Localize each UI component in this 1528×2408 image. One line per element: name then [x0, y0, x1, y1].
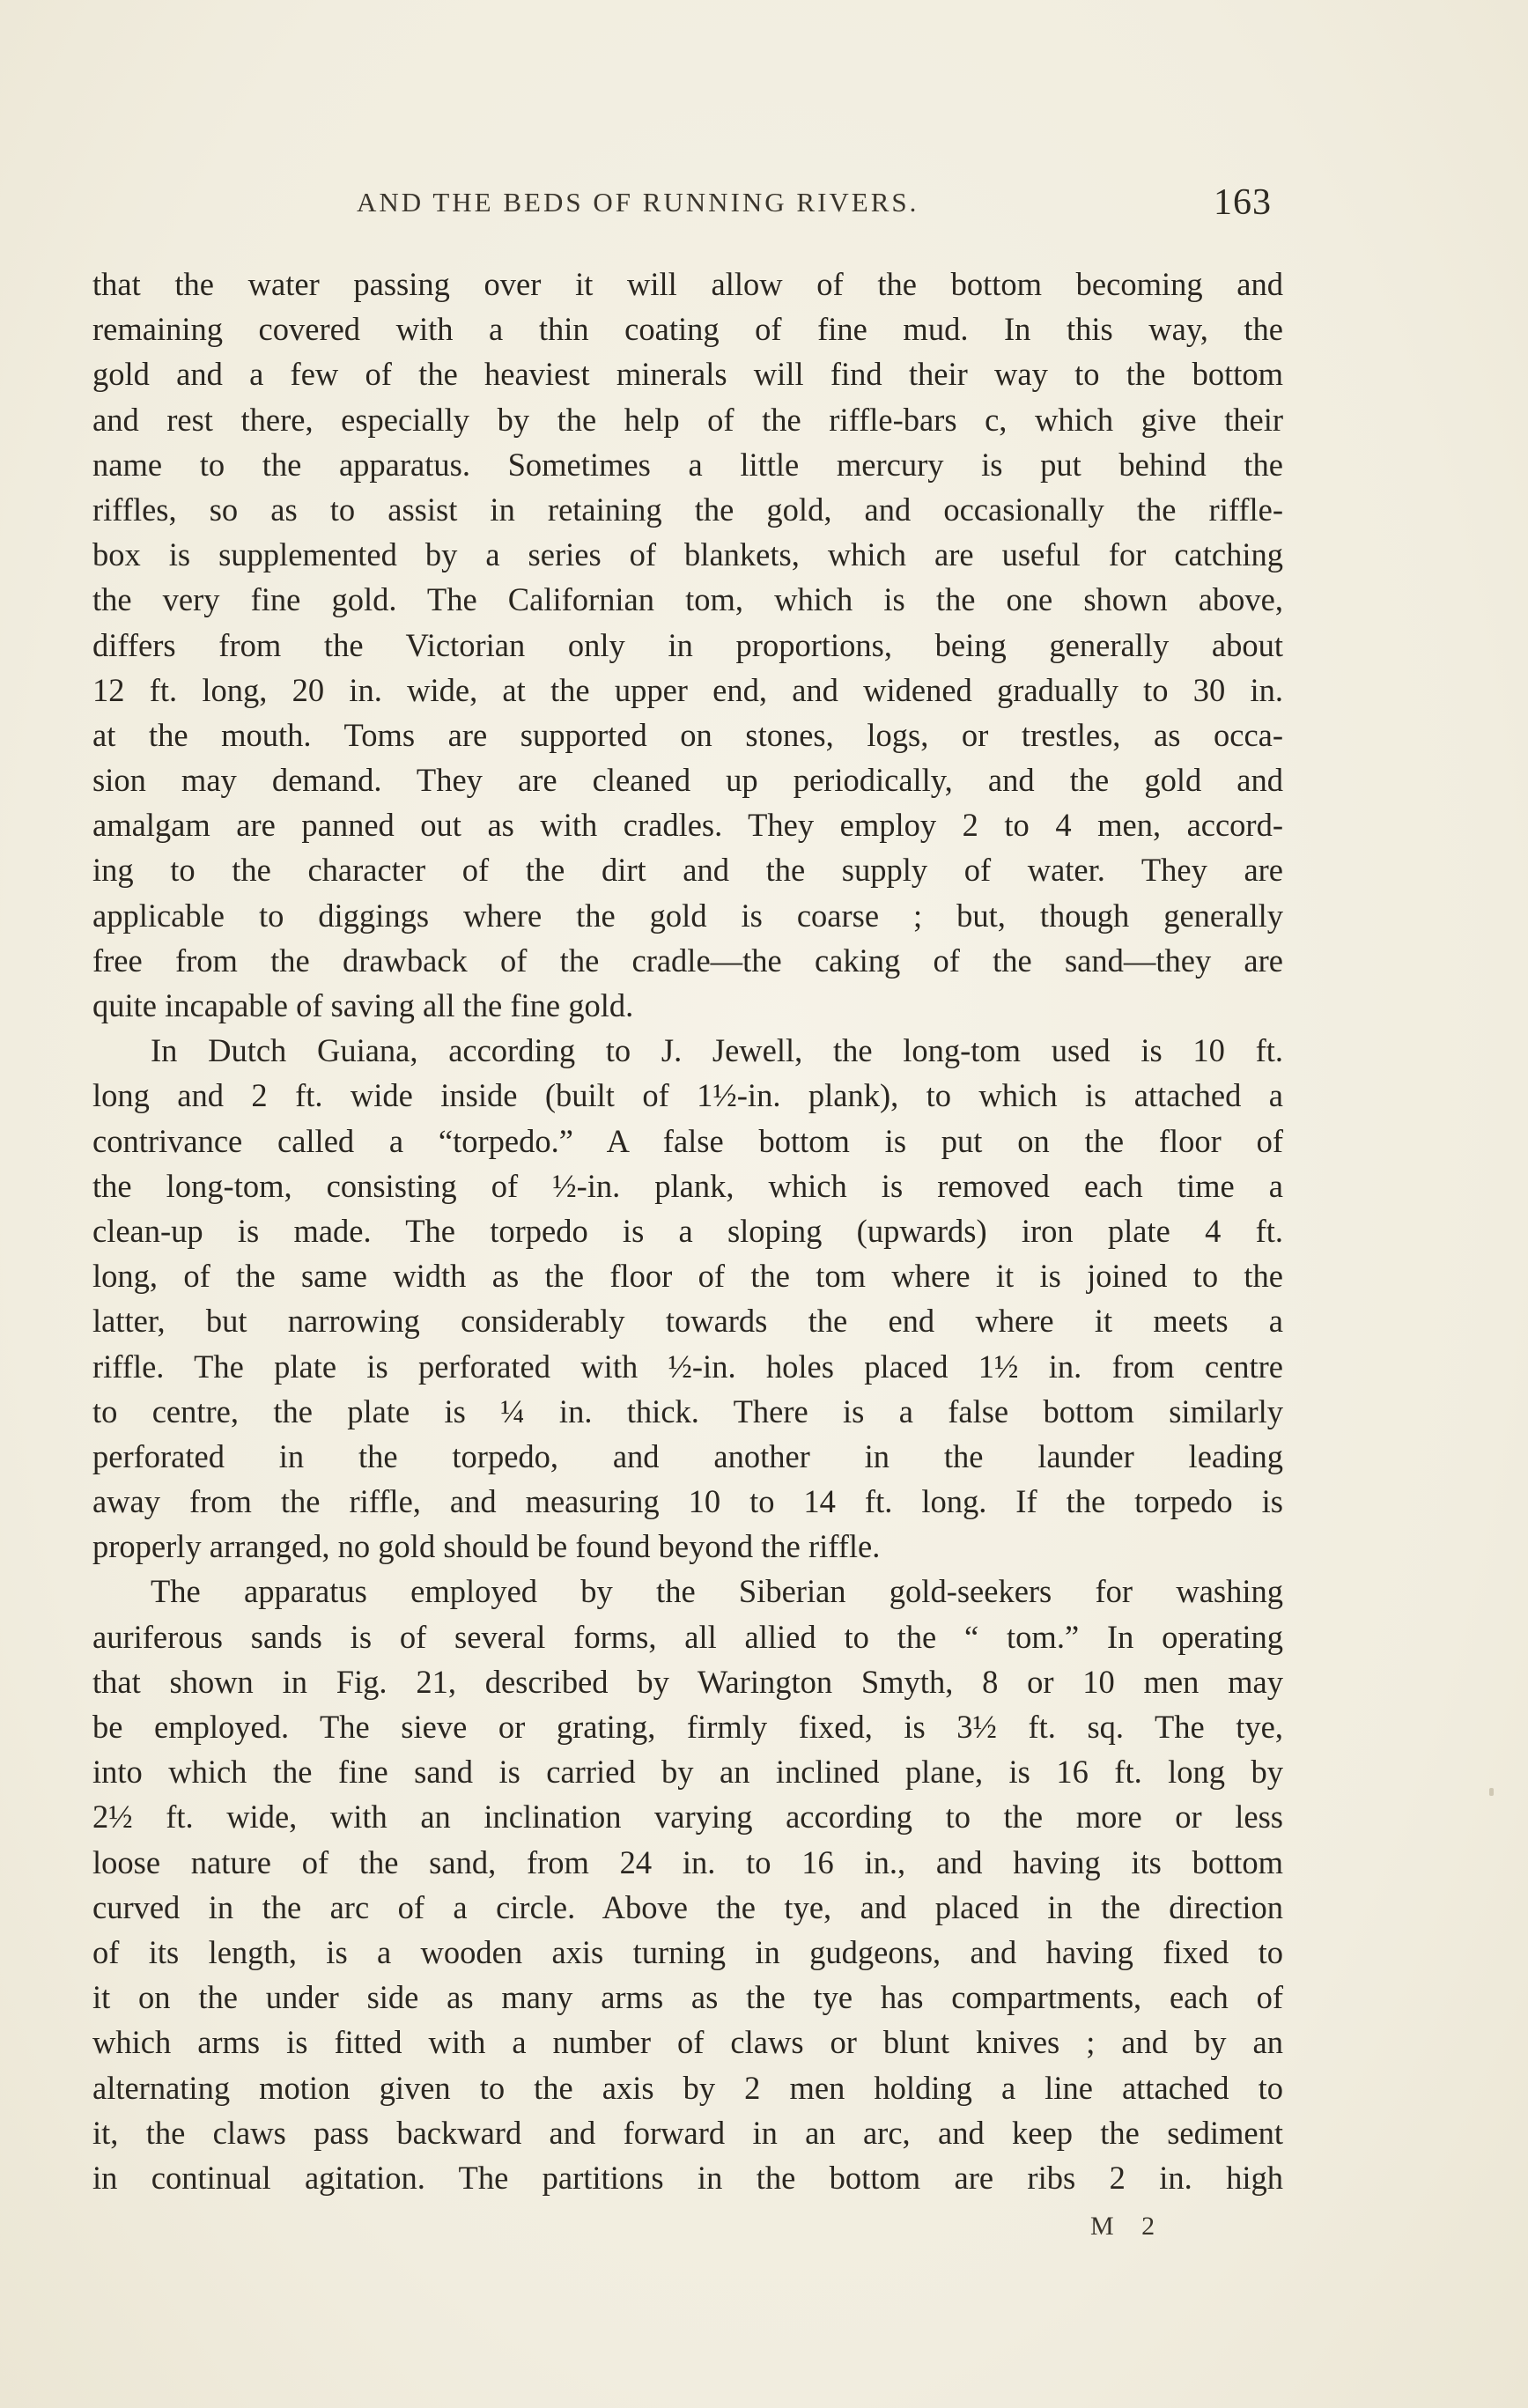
text-line: sion may demand. They are cleaned up periodically, and the gold and	[92, 762, 1283, 799]
text-line: clean-up is made. The torpedo is a sloping (upwards) iron plate 4 ft.	[92, 1212, 1283, 1249]
text-line: be employed. The sieve or grating, firmly fixed, is 3½ ft. sq. The tye,	[92, 1709, 1283, 1745]
text-line: that the water passing over it will allow of the bottom becoming and	[92, 266, 1283, 302]
text-line: riffles, so as to assist in retaining the gold, and occasionally the riffle-	[92, 491, 1283, 528]
text-line: loose nature of the sand, from 24 in. to 16 in., and having its bottom	[92, 1843, 1283, 1880]
text-line: properly arranged, no gold should be found beyond the riffle.	[92, 1528, 881, 1565]
text-line: curved in the arc of a circle. Above the tye, and placed in the direction	[92, 1888, 1283, 1925]
text-line: to centre, the plate is ¼ in. thick. There is a false bottom similarly	[92, 1392, 1283, 1429]
text-line: applicable to diggings where the gold is coarse ; but, though generally	[92, 897, 1283, 934]
text-line: and rest there, especially by the help of the riffle-bars c, which give their	[92, 401, 1283, 438]
text-line: In Dutch Guiana, according to J. Jewell, the long-tom used is 10 ft.	[151, 1032, 1283, 1069]
page-number: 163	[1214, 182, 1272, 223]
signature-mark: M 2	[1090, 2212, 1166, 2241]
text-line: the long-tom, consisting of ½-in. plank, which is removed each time a	[92, 1167, 1283, 1204]
text-line: contrivance called a “torpedo.” A false bottom is put on the floor of	[92, 1122, 1283, 1159]
text-line: box is supplemented by a series of blankets, which are useful for catching	[92, 536, 1283, 573]
running-head: AND THE BEDS OF RUNNING RIVERS.	[357, 187, 919, 218]
text-line: of its length, is a wooden axis turning in gudgeons, and having fixed to	[92, 1933, 1283, 1970]
text-line: free from the drawback of the cradle—the caking of the sand—they are	[92, 942, 1283, 979]
text-line: away from the riffle, and measuring 10 to 14 ft. long. If the torpedo is	[92, 1483, 1283, 1520]
text-line: latter, but narrowing considerably towards the end where it meets a	[92, 1303, 1283, 1340]
text-line: that shown in Fig. 21, described by Warington Smyth, 8 or 10 men may	[92, 1663, 1283, 1700]
text-line: it, the claws pass backward and forward in an arc, and keep the sediment	[92, 2114, 1283, 2151]
text-line: which arms is fitted with a number of claws or blunt knives ; and by an	[92, 2024, 1283, 2061]
text-line: remaining covered with a thin coating of fine mud. In this way, the	[92, 311, 1283, 348]
text-line: the very fine gold. The Californian tom, which is the one shown above,	[92, 581, 1283, 618]
text-line: riffle. The plate is perforated with ½-in. holes placed 1½ in. from centre	[92, 1348, 1283, 1385]
text-line: perforated in the torpedo, and another in the launder leading	[92, 1437, 1283, 1474]
text-line: alternating motion given to the axis by 2 men holding a line attached to	[92, 2069, 1283, 2106]
text-line: in continual agitation. The partitions in the bottom are ribs 2 in. high	[92, 2159, 1283, 2196]
text-line: it on the under side as many arms as the tye has compartments, each of	[92, 1979, 1283, 2016]
text-line: amalgam are panned out as with cradles. They employ 2 to 4 men, accord-	[92, 807, 1283, 844]
text-line: auriferous sands is of several forms, all allied to the “ tom.” In operating	[92, 1618, 1283, 1655]
text-line: into which the fine sand is carried by an inclined plane, is 16 ft. long by	[92, 1754, 1283, 1791]
text-line: quite incapable of saving all the fine gold.	[92, 987, 634, 1023]
body-text	[92, 262, 1283, 2200]
text-line: The apparatus employed by the Siberian gold-seekers for washing	[151, 1573, 1283, 1610]
text-line: at the mouth. Toms are supported on stones, logs, or trestles, as occa-	[92, 716, 1283, 753]
text-line: long and 2 ft. wide inside (built of 1½-in. plank), to which is attached a	[92, 1077, 1283, 1114]
text-line: long, of the same width as the floor of the tom where it is joined to the	[92, 1258, 1283, 1295]
text-line: 2½ ft. wide, with an inclination varying according to the more or less	[92, 1799, 1283, 1836]
text-line: gold and a few of the heaviest minerals will find their way to the bottom	[92, 356, 1283, 393]
text-line: differs from the Victorian only in proportions, being generally about	[92, 626, 1283, 663]
text-line: ing to the character of the dirt and the supply of water. They are	[92, 852, 1283, 889]
text-line: 12 ft. long, 20 in. wide, at the upper end, and widened gradually to 30 in.	[92, 671, 1283, 708]
text-line: name to the apparatus. Sometimes a little mercury is put behind the	[92, 446, 1283, 483]
paper-speck	[1489, 1788, 1494, 1796]
